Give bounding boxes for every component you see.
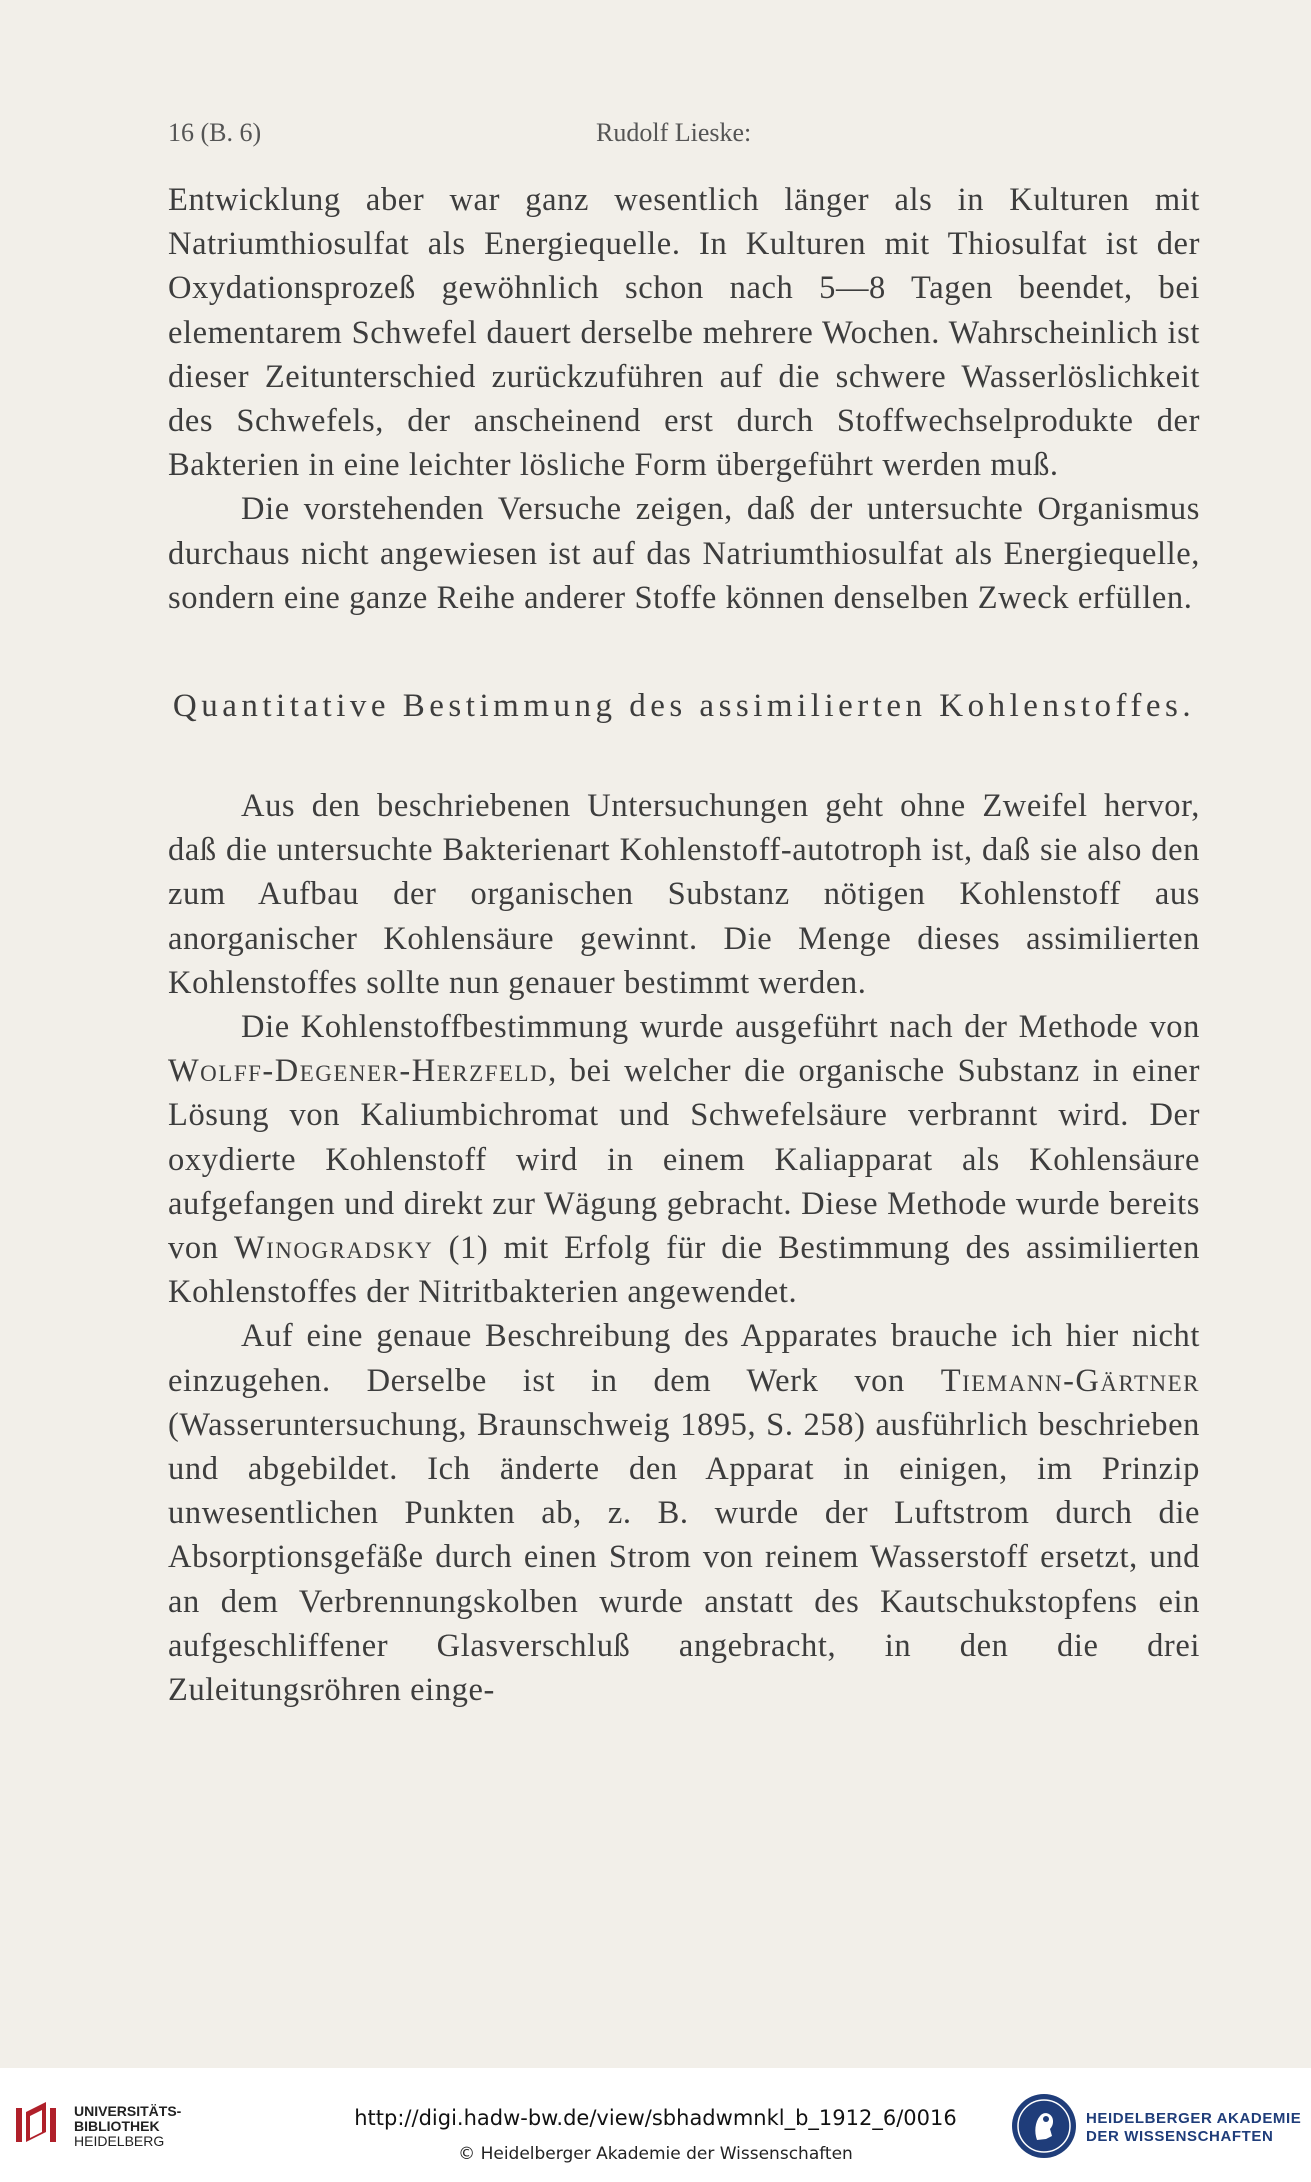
- author-name-winogradsky: Winogradsky: [233, 1230, 434, 1267]
- academy-seal-icon[interactable]: [1010, 2092, 1078, 2160]
- academy-label: [1086, 2110, 1301, 2146]
- source-url-link[interactable]: http://digi.hadw-bw.de/view/sbhadwmnkl_b_1912_6/0016: [354, 2106, 957, 2130]
- paragraph-5-text-b: (Wasseruntersuchung, Braunschweig 1895, S. 258) ausführlich beschrieben und abgebildet. Ich änderte den Apparat in einigen, im Prinzip unwesentlichen Punkten ab, z. B. wurde der Luftstrom durch die Absorptionsgefäße durch einen Strom von reinem Wasserstoff ersetzt, und an dem Verbrennungskolben wurde anstatt des Kautschukstopfens ein aufgeschliffener Glasverschluß angebracht, in den die drei Zuleitungsröhren einge-: [168, 1406, 1200, 1709]
- author-name-tiemann-gaertner: Tiemann-Gärtner: [940, 1362, 1200, 1399]
- paragraph-4-text-b: , bei welcher die organische Substanz in einer Lösung von Kaliumbichromat und Schwefelsäure verbrannt wird. Der oxydierte Kohlenstoff wird in einem Kaliapparat als Kohlensäure aufgefangen und direkt zur Wägung gebracht. Diese Methode wurde bereits von: [168, 1053, 1200, 1267]
- body-text: [168, 178, 1200, 1712]
- section-heading: Quantitative Bestimmung des assimilierten Kohlenstoffes.: [172, 688, 1196, 725]
- ub-line-1: UNIVERSITÄTS-: [74, 2103, 182, 2119]
- paragraph-4-text-a: Die Kohlenstoffbestimmung wurde ausgeführt nach der Methode von: [241, 1009, 1200, 1046]
- paragraph-1: Entwicklung aber war ganz wesentlich länger als in Kulturen mit Natriumthiosulfat als Energiequelle. In Kulturen mit Thiosulfat ist der Oxydationsprozeß gewöhnlich schon nach 5—8 Tagen beendet, bei elementarem Schwefel dauert derselbe mehrere Wochen. Wahrscheinlich ist dieser Zeitunterschied zurückzuführen auf die schwere Wasserlöslichkeit des Schwefels, der anscheinend erst durch Stoffwechselprodukte der Bakterien in eine leichter lösliche Form übergeführt werden muß.: [168, 182, 1200, 484]
- paragraph-5-text-a: Auf eine genaue Beschreibung des Apparates brauche ich hier nicht einzugehen. Derselbe ist in dem Werk von: [168, 1318, 1200, 1399]
- paragraph-4-text-c: (1) mit Erfolg für die Bestimmung des assimilierten Kohlenstoffes der Nitritbakterien angewendet.: [168, 1230, 1200, 1311]
- paragraph-5: [168, 1314, 1200, 1712]
- paragraph-2: Die vorstehenden Versuche zeigen, daß der untersuchte Organismus durchaus nicht angewiesen ist auf das Natriumthiosulfat als Energiequelle, sondern eine ganze Reihe anderer Stoffe können denselben Zweck erfüllen.: [168, 491, 1200, 616]
- ub-line-3: HEIDELBERG: [74, 2133, 165, 2149]
- academy-line-2: DER WISSENSCHAFTEN: [1086, 2128, 1274, 2145]
- copyright-notice: © Heidelberger Akademie der Wissenschaften: [458, 2144, 853, 2164]
- running-head: [168, 118, 1201, 158]
- paragraph-3: Aus den beschriebenen Untersuchungen geht ohne Zweifel hervor, daß die untersuchte Bakterienart Kohlenstoff-autotroph ist, daß sie also den zum Aufbau der organischen Substanz nötigen Kohlenstoff aus anorganischer Kohlensäure gewinnt. Die Menge dieses assimilierten Kohlenstoffes sollte nun genauer bestimmt werden.: [168, 788, 1200, 1001]
- running-head-author: Rudolf Lieske:: [596, 118, 752, 147]
- author-name-wolff-degener-herzfeld: Wolff-Degener-Herzfeld: [168, 1053, 549, 1090]
- ub-line-2: BIBLIOTHEK: [74, 2118, 160, 2134]
- page-reference: 16 (B. 6): [168, 118, 262, 147]
- academy-line-1: HEIDELBERGER AKADEMIE: [1086, 2110, 1302, 2127]
- paragraph-4: [168, 1005, 1200, 1314]
